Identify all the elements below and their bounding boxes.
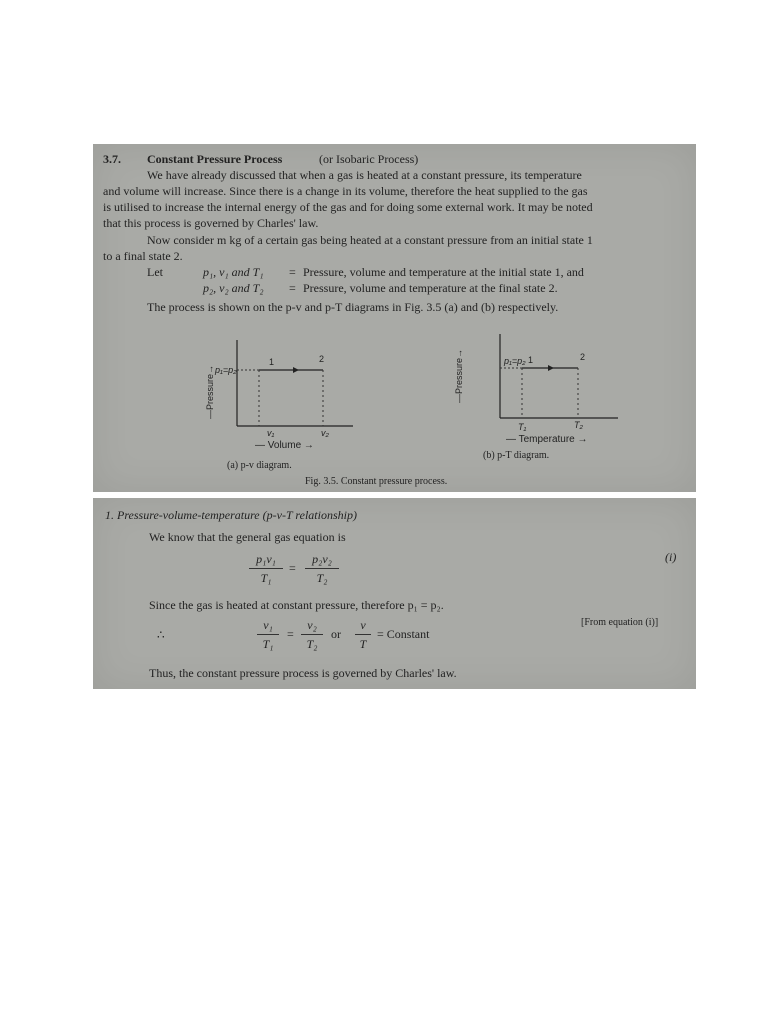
eq2-denominator-1: T₁ — [262, 637, 274, 651]
eq1-fraction-bar-1 — [249, 568, 283, 569]
constant-pressure-line: Since the gas is heated at constant pressure, therefore p₁ = p₂. — [149, 598, 444, 612]
let-desc-1: Pressure, volume and temperature at the initial state 1, and — [303, 265, 584, 279]
let-eq-2: = — [289, 281, 296, 295]
section-title: Constant Pressure Process — [147, 152, 283, 166]
eq2-fraction-bar-3 — [355, 634, 371, 635]
pt-diagram — [448, 330, 648, 450]
eq1-denominator-2: T₂ — [316, 571, 328, 585]
gas-equation-intro: We know that the general gas equation is — [149, 530, 346, 544]
eq2-or: or — [331, 627, 341, 641]
eq1-denominator-1: T₁ — [260, 571, 272, 585]
eq1-equals: = — [289, 561, 296, 575]
let-symbols-2: p₂, v₂ and T₂ — [203, 281, 264, 295]
therefore-symbol: ∴ — [157, 628, 165, 642]
pv-point-2: 2 — [319, 354, 325, 364]
let-eq-1: = — [289, 265, 296, 279]
eq1-fraction-bar-2 — [305, 568, 339, 569]
pv-point-1: 1 — [269, 357, 275, 367]
pt-x-label: — Temperature → — [506, 434, 588, 445]
pt-p-label: p₁=p₂ — [504, 356, 526, 366]
pv-v1-label: v₁ — [267, 428, 275, 438]
textbook-photo-top — [93, 144, 696, 492]
eq2-denominator-2: T₂ — [306, 637, 318, 651]
pv-y-label: —Pressure→ — [205, 364, 215, 420]
let-desc-2: Pressure, volume and temperature at the final state 2. — [303, 281, 558, 295]
pv-caption: (a) p-v diagram. — [227, 460, 292, 471]
pv-v2-label: v₂ — [321, 428, 329, 438]
section-title-paren: (or Isobaric Process) — [319, 152, 419, 166]
pt-caption: (b) p-T diagram. — [483, 450, 550, 461]
eq1-numerator-1: p₁v₁ — [256, 552, 276, 566]
subsection-heading: 1. Pressure-volume-temperature (p-v-T relationship) — [105, 508, 357, 522]
eq2-constant: = Constant — [377, 627, 430, 641]
let-word: Let — [147, 265, 163, 279]
eq2-numerator-1: v₁ — [263, 618, 273, 632]
eq2-fraction-bar-1 — [257, 634, 279, 635]
pt-arrow-icon — [548, 365, 554, 371]
para1-line: is utilised to increase the internal energy of the gas and for doing some external work. It may be noted — [103, 200, 593, 214]
pv-p-label: p₁=p₂ — [215, 365, 237, 375]
section-number: 3.7. — [103, 152, 121, 166]
para1-line: We have already discussed that when a gas is heated at a constant pressure, its temperature — [147, 168, 582, 182]
eq2-numerator-2: v₂ — [307, 618, 317, 632]
pt-point-2: 2 — [580, 352, 586, 362]
let-symbols-1: p₁, v₁ and T₁ — [203, 265, 264, 279]
eq2-numerator-3: v — [360, 618, 366, 632]
pv-arrow-icon — [293, 367, 299, 373]
pt-y-label: —Pressure→ — [454, 348, 464, 404]
pt-t1-label: T₁ — [518, 422, 527, 432]
para2-line: to a final state 2. — [103, 249, 183, 263]
textbook-photo-bottom — [93, 498, 696, 689]
equation-reference: [From equation (i)] — [581, 617, 659, 628]
eq2-equals: = — [287, 627, 294, 641]
eq1-tag: (i) — [665, 550, 677, 564]
figure-caption: Fig. 3.5. Constant pressure process. — [305, 476, 448, 487]
pt-point-1: 1 — [528, 355, 534, 365]
process-line: The process is shown on the p-v and p-T diagrams in Fig. 3.5 (a) and (b) respectively. — [147, 300, 559, 314]
para2-line: Now consider m kg of a certain gas being heated at a constant pressure from an initial state 1 — [147, 233, 593, 247]
charles-law-conclusion: Thus, the constant pressure process is governed by Charles' law. — [149, 666, 457, 680]
pv-x-label: — Volume → — [255, 440, 314, 450]
para1-line: and volume will increase. Since there is a change in its volume, therefore the heat supplied to the gas — [103, 184, 588, 198]
eq2-fraction-bar-2 — [301, 634, 323, 635]
pv-diagram — [193, 330, 373, 450]
eq2-denominator-3: T — [359, 637, 367, 651]
para1-line: that this process is governed by Charles' law. — [103, 216, 319, 230]
eq1-numerator-2: p₂v₂ — [312, 552, 332, 566]
pt-t2-label: T₂ — [574, 420, 583, 430]
